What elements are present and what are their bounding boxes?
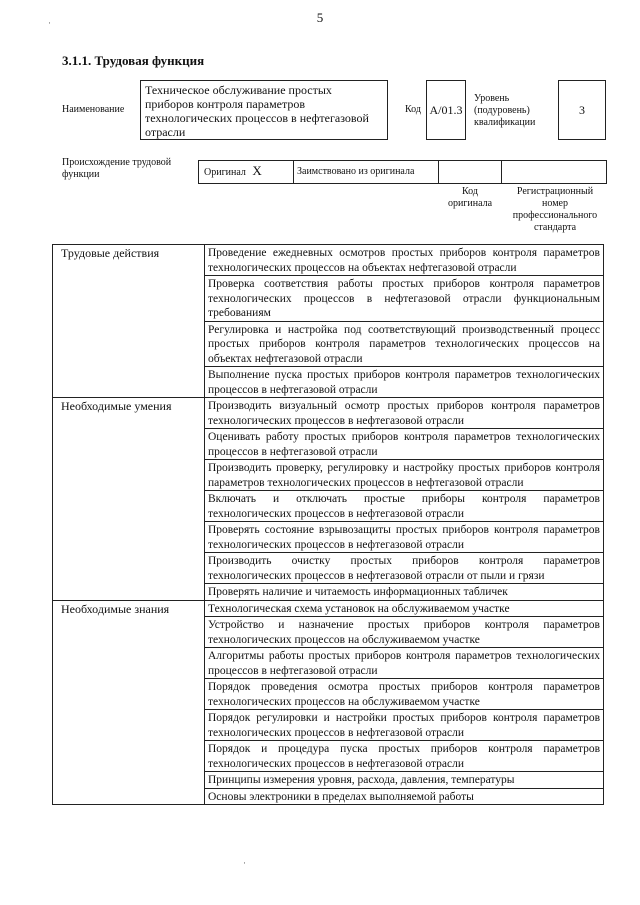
table-cell: Производить очистку простых приборов контроля параметров технологических процессов в нефтегазовой отрасли от пыли и грязи [205, 553, 604, 584]
table-cell: Порядок проведения осмотра простых приборов контроля параметров технологических процессов на обслуживаемом участке [205, 679, 604, 710]
reg-number-label: Регистрационный номер профессионального стандарта [512, 186, 598, 233]
table-cell: Включать и отключать простые приборы контроля параметров технологических процессов в нефтегазовой отрасли [205, 491, 604, 522]
reg-number-box [501, 160, 607, 184]
level-box [558, 80, 606, 140]
table-row [53, 398, 604, 429]
code-original-label: Код оригинала [447, 186, 493, 209]
page-number: 5 [316, 10, 324, 25]
table-cell: Выполнение пуска простых приборов контроля параметров технологических процессов в нефтегазовой отрасли [205, 367, 604, 398]
function-name-value: Техническое обслуживание простых приборов контроля параметров технологических процессов в нефтегазовой отрасли [145, 83, 369, 139]
table-cell: Принципы измерения уровня, расхода, давления, температуры [205, 772, 604, 789]
category-cell: Трудовые действия [53, 245, 205, 398]
section-title: 3.1.1. Трудовая функция [62, 53, 205, 68]
original-box [198, 160, 294, 184]
borrowed-box [293, 160, 439, 184]
table-cell: Основы электроники в пределах выполняемой работы [205, 788, 604, 805]
table-cell: Порядок регулировки и настройки простых приборов контроля параметров технологических процессов в нефтегазовой отрасли [205, 710, 604, 741]
table-cell: Регулировка и настройка под соответствующий производственный процесс простых приборов контроля параметров технологических процессов на объектах нефтегазовой отрасли [205, 321, 604, 367]
function-name-box [140, 80, 388, 140]
table-cell: Производить визуальный осмотр простых приборов контроля параметров технологических процессов в нефтегазовой отрасли [205, 398, 604, 429]
category-cell: Необходимые умения [53, 398, 205, 601]
code-value: A/01.3 [429, 103, 463, 117]
level-value: 3 [579, 103, 585, 117]
table-cell: Проверять наличие и читаемость информационных табличек [205, 584, 604, 601]
category-cell: Необходимые знания [53, 600, 205, 805]
scan-speck: · [243, 858, 246, 868]
table-cell: Проверка соответствия работы простых приборов контроля параметров технологических процессов в нефтегазовой отрасли функциональным требованиям [205, 276, 604, 322]
original-mark: X [252, 163, 262, 178]
table-row [53, 245, 604, 276]
code-box [426, 80, 466, 140]
table-cell: Проверять состояние взрывозащиты простых приборов контроля параметров технологических процессов в нефтегазовой отрасли [205, 522, 604, 553]
table-cell: Устройство и назначение простых приборов контроля параметров технологических процессов на обслуживаемом участке [205, 617, 604, 648]
code-original-box [438, 160, 502, 184]
table-cell: Производить проверку, регулировку и настройку простых приборов контроля параметров технологических процессов в нефтегазовой отрасли [205, 460, 604, 491]
scan-speck: · [48, 18, 51, 28]
table-cell: Технологическая схема установок на обслуживаемом участке [205, 600, 604, 617]
borrowed-label: Заимствовано из оригинала [297, 166, 415, 177]
original-label: Оригинал [204, 167, 246, 178]
function-table [52, 244, 604, 805]
code-label: Код [405, 104, 421, 115]
table-cell: Порядок и процедура пуска простых приборов контроля параметров технологических процессов в нефтегазовой отрасли [205, 741, 604, 772]
table-cell: Оценивать работу простых приборов контроля параметров технологических процессов в нефтегазовой отрасли [205, 429, 604, 460]
table-cell: Проведение ежедневных осмотров простых приборов контроля параметров технологических процессов на объектах нефтегазовой отрасли [205, 245, 604, 276]
table-row [53, 600, 604, 617]
table-cell: Алгоритмы работы простых приборов контроля параметров технологических процессов в нефтегазовой отрасли [205, 648, 604, 679]
origin-label: Происхождение трудовой функции [62, 157, 172, 180]
level-label: Уровень (подуровень) квалификации [474, 93, 536, 128]
name-label: Наименование [62, 104, 125, 115]
